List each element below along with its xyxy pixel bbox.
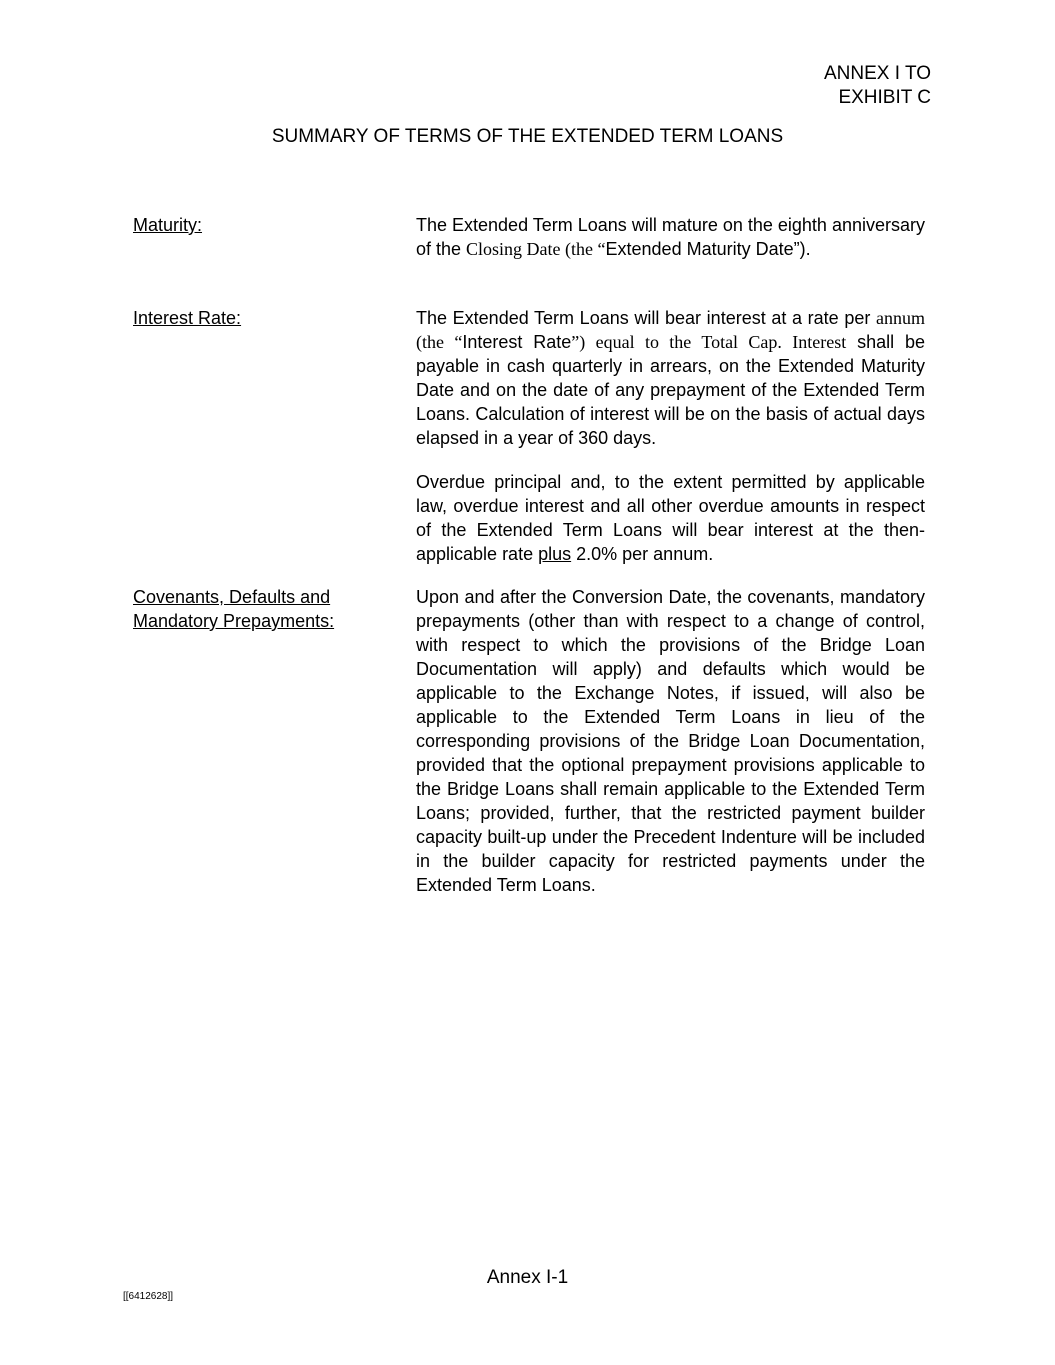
interest-rate-paragraph-1: The Extended Term Loans will bear interest at a rate per annum (the “Interest Rate”) equal to the Total Cap. Interest shall be payable in cash quarterly in arrears, on the Extended Maturity Date and on the date of any prepayment of the Extended Term Loans. Calculation of interest will be on the basis of actual days elapsed in a year of 360 days. [416,308,926,448]
term-label-covenants: Covenants, Defaults and Mandatory Prepayments: [133,587,335,631]
term-label-interest-rate: Interest Rate: [133,308,242,328]
interest-rate-paragraph-2: Overdue principal and, to the extent permitted by applicable law, overdue interest and all other overdue amounts in respect of the Extended Term Loans will bear interest at the then-applicable rate plus 2.0% per annum. [416,472,925,564]
page-title: SUMMARY OF TERMS OF THE EXTENDED TERM LOANS [271,126,784,147]
term-body-covenants: Upon and after the Conversion Date, the covenants, mandatory prepayments (other than with respect to a change of control, with respect to which the provisions of the Bridge Loan Documentation will apply) and defaults which would be applicable to the Exchange Notes, if issued, will also be applicable to the Extended Term Loans in lieu of the corresponding provisions of the Bridge Loan Documentation, provided that the optional prepayment provisions applicable to the Bridge Loans shall remain applicable to the Extended Term Loans; provided, further, that the restricted payment builder capacity built-up under the Precedent Indenture will be included in the builder capacity for restricted payments under the Extended Term Loans. [416,587,925,895]
page-number: Annex I-1 [486,1267,569,1288]
term-body-interest-rate [416,306,925,566]
annex-header-line1: ANNEX I TO [824,63,931,84]
annex-header-line2: EXHIBIT C [838,87,931,108]
term-label-maturity: Maturity: [133,215,203,235]
document-id: [[6412628]] [123,1291,174,1302]
term-body-maturity: The Extended Term Loans will mature on the eighth anniversary of the Closing Date (the “Extended Maturity Date”). [416,215,925,259]
annex-header [824,62,931,110]
